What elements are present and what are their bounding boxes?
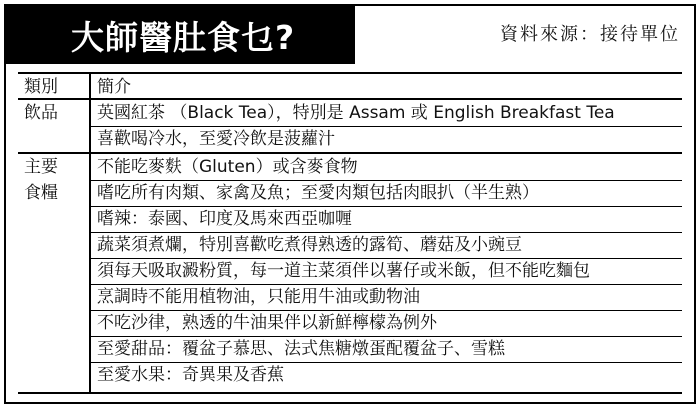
source-credit [500,20,680,46]
food-item: 嗜吃所有肉類、家禽及魚；至愛肉類包括肉眼扒（半生熟） [97,183,539,203]
source-value: 接待單位 [600,24,680,45]
row-divider [91,126,682,127]
food-item: 烹調時不能用植物油，只能用牛油或動物油 [97,287,420,307]
category-main-food-line2: 食糧 [24,183,58,203]
food-item: 不能吃麥麩（Gluten）或含麥食物 [97,157,358,177]
section-divider [18,152,682,154]
title-banner [6,6,355,64]
column-divider [89,74,91,392]
drink-item: 喜歡喝冷水，至愛冷飲是菠蘿汁 [97,129,335,149]
diet-table [18,72,682,394]
food-item: 至愛甜品：覆盆子慕思、法式焦糖燉蛋配覆盆子、雪糕 [97,339,505,359]
header-category: 類別 [24,77,58,97]
info-panel [4,4,696,404]
drink-item: 英國紅茶 （Black Tea），特別是 Assam 或 English Breakfast Tea [97,103,615,123]
category-main-food [24,156,84,204]
food-item: 蔬菜須煮爛，特別喜歡吃煮得熟透的露筍、蘑菇及小豌豆 [97,235,522,255]
row-divider [91,336,682,337]
header-divider [18,98,682,100]
food-item: 至愛水果：奇異果及香蕉 [97,365,284,385]
row-divider [91,258,682,259]
food-item: 須每天吸取澱粉質，每一道主菜須伴以薯仔或米飯，但不能吃麵包 [97,261,590,281]
source-label: 資料來源 [500,24,580,45]
panel-title: 大師醫肚食乜? [71,17,296,57]
row-divider [91,206,682,207]
row-divider [91,362,682,363]
food-item: 不吃沙律，熟透的牛油果伴以新鮮檸檬為例外 [97,313,437,333]
row-divider [91,180,682,181]
food-item: 嗜辣：泰國、印度及馬來西亞咖喱 [97,209,352,229]
category-drinks: 飲品 [24,103,58,123]
row-divider [91,310,682,311]
header-description: 簡介 [97,77,131,97]
source-separator: ： [580,24,600,45]
row-divider [91,232,682,233]
row-divider [91,284,682,285]
category-main-food-line1: 主要 [24,157,58,177]
